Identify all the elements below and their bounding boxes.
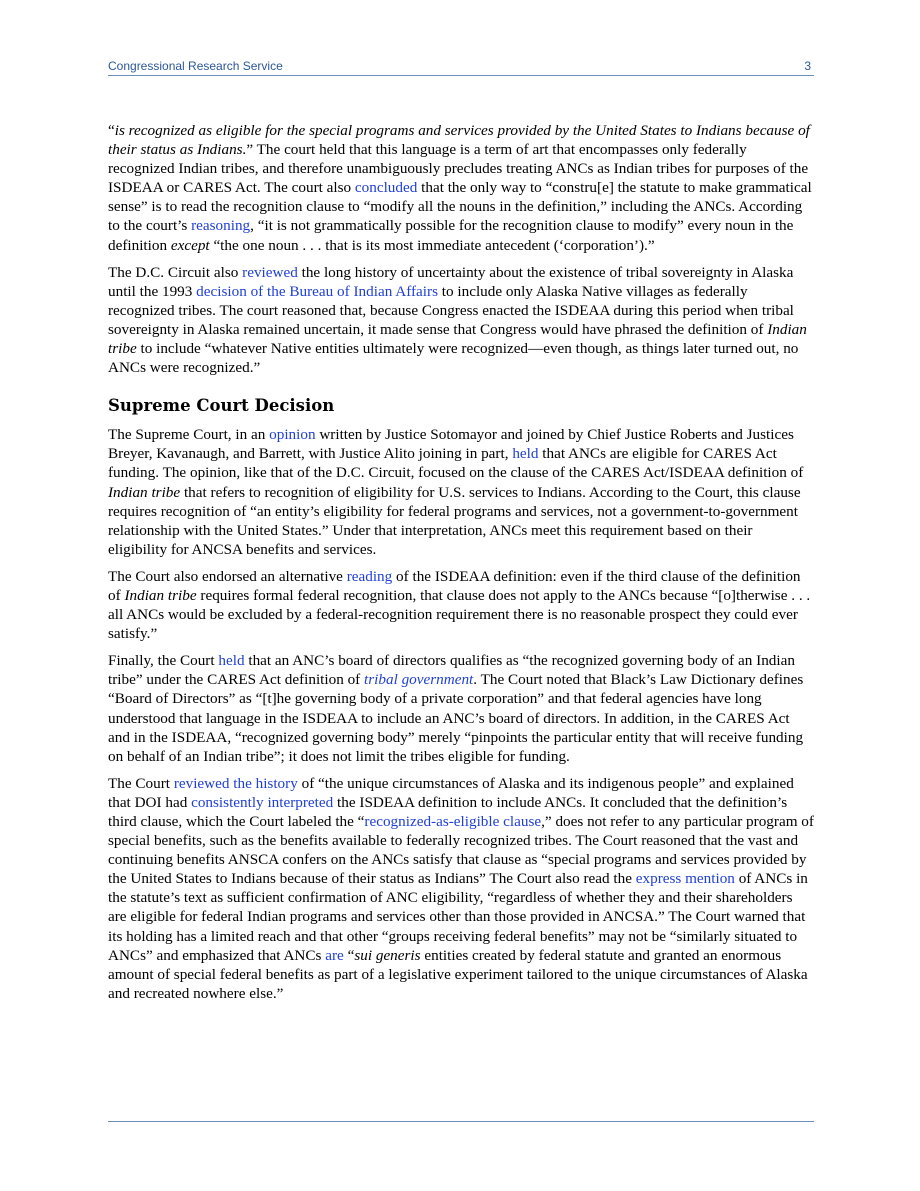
link-express-mention[interactable]: express mention [635, 870, 735, 888]
link-tribal-government[interactable]: tribal government [364, 671, 474, 689]
link-held-board[interactable]: held [218, 652, 245, 670]
link-concluded[interactable]: concluded [354, 179, 418, 197]
link-opinion[interactable]: opinion [269, 426, 316, 444]
paragraph-dc-circuit-history: The D.C. Circuit also reviewed the long history of uncertainty about the existence of tribal sovereignty in Alaska until the 1993 decision of the Bureau of Indian Affairs to include only Alaska Native villages as federally recognized tribes. The court reasoned that, because Congress enacted the ISDEAA during this period when tribal sovereignty in Alaska remained uncertain, it made sense that Congress would have phrased the definition of Indian tribe to include “whatever Native entities ultimately were recognized—even though, as things later turned out, no ANCs were recognized.” [108, 263, 807, 377]
link-reviewed-the-history[interactable]: reviewed the history [173, 774, 298, 792]
header-divider [108, 75, 814, 76]
paragraph-board-of-directors: Finally, the Court held that an ANC’s board of directors qualifies as “the recognized governing body of an Indian tribe” under the CARES Act definition of tribal government. The Court noted that Black’s Law Dictionary defines “Board of Directors” as “[t]he governing body of a private corporation” and that federal agencies have long understood that language in the ISDEAA to include an ANC’s board of directors. In addition, in the CARES Act and in the ISDEAA, “recognized governing body” merely “pinpoints the particular entity that will receive funding on behalf of an Indian tribe”; it does not limit the tribes eligible for funding. [108, 652, 804, 765]
link-recognized-as-eligible-clause[interactable]: recognized-as-eligible clause [364, 813, 542, 830]
paragraph-dc-circuit-holding: “is recognized as eligible for the special programs and services provided by the United States to Indians because of their status as Indians.” The court held that this language is a term of art that encompasses only federally recognized Indian tribes, and therefore unambiguously precludes treating ANCs as Indian tribes for purposes of the ISDEAA or CARES Act. The court also concluded that the only way to “constru[e] the statute to make grammatical sense” is to read the recognition clause to “modify all the nouns in the definition,” including the ANCs. According to the court’s reasoning, “it is not grammatically possible for the recognition clause to modify” every noun in the definition except “the one noun . . . that is its most immediate antecedent (‘corporation’).” [108, 122, 812, 254]
link-bia-decision[interactable]: decision of the Bureau of Indian Affairs [196, 282, 438, 300]
paragraph-alternative-reading: The Court also endorsed an alternative reading of the ISDEAA definition: even if the third clause of the definition of Indian tribe requires formal federal recognition, that clause does not apply to the ANCs because “[o]therwise . . . all ANCs would be excluded by a federal-recognition requirement there is no reasonable prospect they could ever satisfy.” [108, 567, 811, 643]
paragraph-supreme-court-holding: The Supreme Court, in an opinion written by Justice Sotomayor and joined by Chief Justice Roberts and Justices Breyer, Kavanaugh, and Barrett, with Justice Alito joining in part, held that ANCs are eligible for CARES Act funding. The opinion, like that of the D.C. Circuit, focused on the clause of the CARES Act/ISDEAA definition of Indian tribe that refers to recognition of eligibility for U.S. services to Indians. According to the Court, this clause requires recognition of “an entity’s eligibility for federal programs and services, not a government-to-government relationship with the United States.” Under that interpretation, ANCs meet this requirement based on their eligibility for ANCSA benefits and services. [108, 426, 804, 558]
link-reasoning[interactable]: reasoning [191, 217, 251, 235]
quoted-clause: is recognized as eligible for the special programs and services provided by the United States to Indians because of their status as Indians. [108, 122, 810, 159]
link-consistently-interpreted[interactable]: consistently interpreted [191, 793, 334, 811]
header-source: Congressional Research Service [108, 59, 283, 73]
link-reviewed[interactable]: reviewed [242, 263, 298, 281]
section-heading: Supreme Court Decision [108, 396, 335, 416]
document-body [108, 121, 814, 1011]
link-reading[interactable]: reading [346, 567, 393, 585]
page-number: 3 [804, 59, 811, 73]
link-held[interactable]: held [512, 445, 539, 463]
footer-divider [108, 1121, 814, 1122]
page-header [108, 59, 813, 76]
paragraph-history-review: The Court reviewed the history of “the unique circumstances of Alaska and its indigenous people” and explained that DOI had consistently interpreted the ISDEAA definition to include ANCs. It concluded that the definition’s third clause, which the Court labeled the “recognized-as-eligible clause,” does not refer to any particular program of special benefits, such as the benefits available to federally recognized tribes. The Court reasoned that the vast and continuing benefits ANSCA confers on the ANCs satisfy that clause as “special programs and services provided by the United States to Indians because of their status as Indians” The Court also read the express mention of ANCs in the statute’s text as sufficient confirmation of ANC eligibility, “regardless of whether they and their shareholders are eligible for federal Indian programs and services other than those provided in ANCSA.” The Court warned that its holding has a limited reach and that other “groups receiving federal benefits” may not be “similarly situated to ANCs” and emphasized that ANCs are “sui generis entities created by federal statute and granted an enormous amount of special federal benefits as part of a legislative experiment tailored to the unique circumstances of Alaska and recreated nowhere else.” [108, 774, 814, 1002]
link-are[interactable]: are [325, 946, 344, 964]
